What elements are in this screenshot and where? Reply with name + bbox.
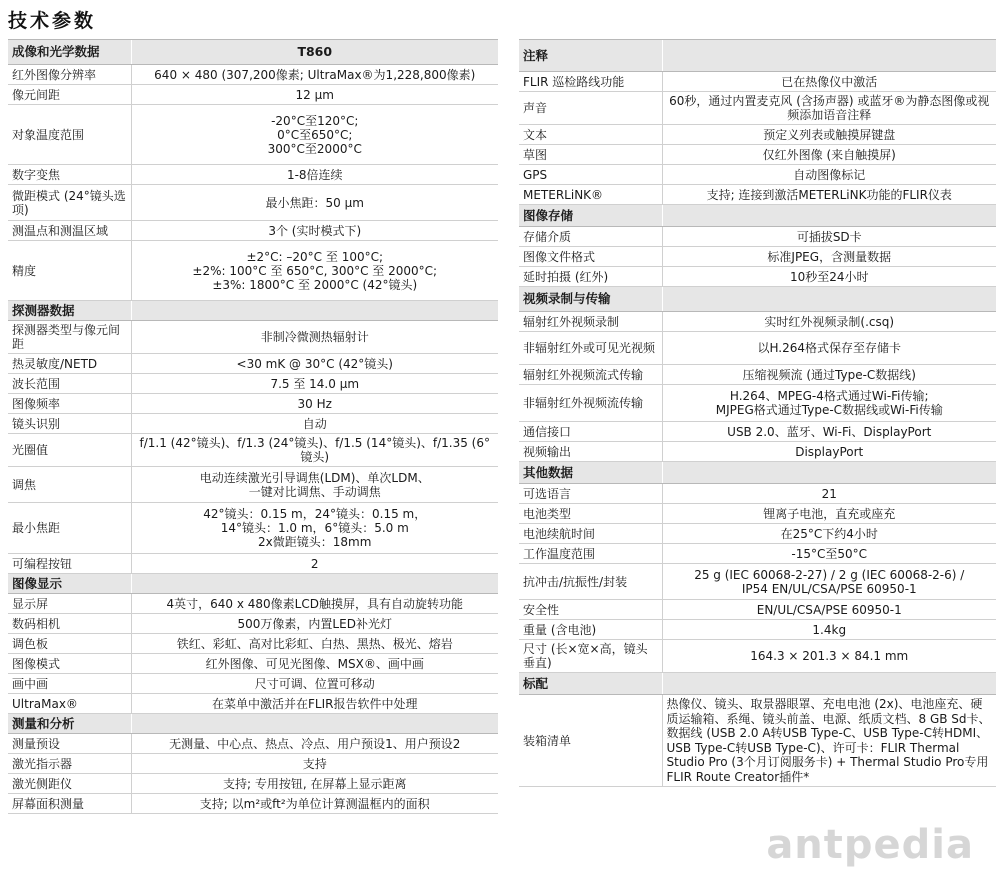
spec-row (8, 165, 498, 185)
section-model (662, 673, 996, 695)
spec-label: 红外图像分辨率 (8, 65, 131, 85)
spec-value: 已在热像仪中激活 (662, 72, 996, 92)
spec-value: USB 2.0、蓝牙、Wi-Fi、DisplayPort (662, 422, 996, 442)
spec-value: H.264、MPEG-4格式通过Wi-Fi传输; MJPEG格式通过Type-C数据线或Wi-Fi传输 (662, 385, 996, 422)
spec-row (8, 734, 498, 754)
spec-value: 42°镜头：0.15 m，24°镜头：0.15 m， 14°镜头：1.0 m，6°镜头：5.0 m 2x微距镜头：18mm (131, 503, 498, 554)
spec-value: 自动 (131, 414, 498, 434)
spec-label: 数码相机 (8, 614, 131, 634)
section-header (8, 40, 498, 65)
spec-row (8, 354, 498, 374)
spec-row (8, 394, 498, 414)
spec-value: 支持; 以m²或ft²为单位计算测温框内的面积 (131, 794, 498, 814)
spec-row (8, 221, 498, 241)
spec-row (519, 247, 996, 267)
spec-value: ±2°C: –20°C 至 100°C; ±2%: 100°C 至 650°C, 300°C 至 2000°C; ±3%: 1800°C 至 2000°C (42°镜头) (131, 241, 498, 301)
spec-label: 图像模式 (8, 654, 131, 674)
spec-row (8, 554, 498, 574)
spec-row (8, 414, 498, 434)
section-header (519, 287, 996, 312)
spec-label: 调焦 (8, 467, 131, 503)
spec-value: <30 mK @ 30°C (42°镜头) (131, 354, 498, 374)
spec-label: 辐射红外视频录制 (519, 312, 662, 332)
section-title: 成像和光学数据 (8, 40, 131, 65)
spec-label: 像元间距 (8, 85, 131, 105)
spec-label: 声音 (519, 92, 662, 125)
spec-label: 非辐射红外或可见光视频 (519, 332, 662, 365)
spec-value: 10秒至24小时 (662, 267, 996, 287)
spec-label: METERLiNK® (519, 185, 662, 205)
spec-row (8, 85, 498, 105)
spec-label: 镜头识别 (8, 414, 131, 434)
spec-value: 支持 (131, 754, 498, 774)
spec-value: 自动图像标记 (662, 165, 996, 185)
spec-value: 实时红外视频录制(.csq) (662, 312, 996, 332)
spec-row (519, 145, 996, 165)
spec-row (8, 654, 498, 674)
spec-value: 标准JPEG，含测量数据 (662, 247, 996, 267)
spec-row (519, 365, 996, 385)
spec-value: 640 × 480 (307,200像素; UltraMax®为1,228,800像素) (131, 65, 498, 85)
spec-row (8, 594, 498, 614)
spec-value: 红外图像、可见光图像、MSX®、画中画 (131, 654, 498, 674)
spec-label: 显示屏 (8, 594, 131, 614)
spec-label: 微距模式 (24°镜头选项) (8, 185, 131, 221)
spec-label: 文本 (519, 125, 662, 145)
section-title: 视频录制与传输 (519, 287, 662, 312)
spec-label: 测量预设 (8, 734, 131, 754)
spec-label: 延时拍摄 (红外) (519, 267, 662, 287)
spec-label: 图像文件格式 (519, 247, 662, 267)
spec-row (519, 267, 996, 287)
spec-value: 热像仪、镜头、取景器眼罩、充电电池 (2x)、电池座充、硬质运输箱、系绳、镜头前盖、电源、纸质文档、8 GB Sd卡、数据线 (USB 2.0 A转USB Type-C、USB Type-C转HDMI、USB Type-C转USB Type-C)、许可卡：FLIR Thermal Studio Pro (3个月订阅服务卡) + Thermal Studio Pro专用FLIR Route Creator插件* (662, 695, 996, 787)
spec-row (519, 72, 996, 92)
spec-row (519, 600, 996, 620)
section-model (662, 40, 996, 72)
spec-row (8, 241, 498, 301)
spec-label: 安全性 (519, 600, 662, 620)
spec-value: 1-8倍连续 (131, 165, 498, 185)
spec-value: -20°C至120°C; 0°C至650°C; 300°C至2000°C (131, 105, 498, 165)
page-title: 技术参数 (8, 10, 97, 32)
spec-value: 最小焦距：50 μm (131, 185, 498, 221)
spec-value: 30 Hz (131, 394, 498, 414)
spec-value: 支持; 连接到激活METERLiNK功能的FLIR仪表 (662, 185, 996, 205)
spec-row (519, 332, 996, 365)
spec-label: 辐射红外视频流式传输 (519, 365, 662, 385)
spec-row (8, 321, 498, 354)
spec-label: 电池续航时间 (519, 524, 662, 544)
spec-row (8, 65, 498, 85)
spec-value: f/1.1 (42°镜头)、f/1.3 (24°镜头)、f/1.5 (14°镜头)、f/1.35 (6°镜头) (131, 434, 498, 467)
spec-label: UltraMax® (8, 694, 131, 714)
spec-row (519, 620, 996, 640)
spec-value: 2 (131, 554, 498, 574)
spec-row (519, 125, 996, 145)
spec-label: 存储介质 (519, 227, 662, 247)
spec-value: 4英寸，640 x 480像素LCD触摸屏，具有自动旋转功能 (131, 594, 498, 614)
spec-value: 锂离子电池，直充或座充 (662, 504, 996, 524)
spec-row (8, 694, 498, 714)
section-header (8, 301, 498, 321)
section-title: 探测器数据 (8, 301, 131, 321)
spec-label: 光圈值 (8, 434, 131, 467)
spec-label: 激光指示器 (8, 754, 131, 774)
spec-value: EN/UL/CSA/PSE 60950-1 (662, 600, 996, 620)
spec-row (8, 503, 498, 554)
spec-label: 可选语言 (519, 484, 662, 504)
right-spec-column (519, 39, 996, 787)
spec-value: 压缩视频流 (通过Type-C数据线) (662, 365, 996, 385)
spec-value: 支持; 专用按钮, 在屏幕上显示距离 (131, 774, 498, 794)
section-title: 图像显示 (8, 574, 131, 594)
spec-label: 激光侧距仪 (8, 774, 131, 794)
spec-label: 调色板 (8, 634, 131, 654)
section-title: 图像存储 (519, 205, 662, 227)
spec-row (519, 227, 996, 247)
spec-row (8, 794, 498, 814)
spec-label: 抗冲击/抗振性/封装 (519, 564, 662, 600)
spec-row (519, 185, 996, 205)
spec-row (8, 105, 498, 165)
spec-value: 1.4kg (662, 620, 996, 640)
section-header (8, 574, 498, 594)
spec-value: 可插拔SD卡 (662, 227, 996, 247)
left-spec-column (8, 39, 498, 814)
spec-value: DisplayPort (662, 442, 996, 462)
spec-value: 尺寸可调、位置可移动 (131, 674, 498, 694)
spec-label: 图像频率 (8, 394, 131, 414)
spec-label: 电池类型 (519, 504, 662, 524)
spec-value: 60秒，通过内置麦克风 (含扬声器) 或蓝牙®为静态图像或视频添加语音注释 (662, 92, 996, 125)
spec-label: 重量 (含电池) (519, 620, 662, 640)
section-model (131, 574, 498, 594)
spec-row (8, 434, 498, 467)
section-model (662, 462, 996, 484)
spec-row (519, 92, 996, 125)
spec-row (519, 695, 996, 787)
spec-value: 非制冷微测热辐射计 (131, 321, 498, 354)
spec-value: 12 μm (131, 85, 498, 105)
spec-value: 164.3 × 201.3 × 84.1 mm (662, 640, 996, 673)
section-model (662, 205, 996, 227)
section-model (131, 714, 498, 734)
spec-row (8, 374, 498, 394)
section-model: T860 (131, 40, 498, 65)
spec-row (8, 774, 498, 794)
section-title: 标配 (519, 673, 662, 695)
spec-label: 数字变焦 (8, 165, 131, 185)
spec-row (519, 504, 996, 524)
section-header (519, 673, 996, 695)
spec-label: 对象温度范围 (8, 105, 131, 165)
spec-row (8, 674, 498, 694)
spec-row (8, 634, 498, 654)
spec-value: 25 g (IEC 60068-2-27) / 2 g (IEC 60068-2-6) / IP54 EN/UL/CSA/PSE 60950-1 (662, 564, 996, 600)
section-title: 测量和分析 (8, 714, 131, 734)
spec-label: 可编程按钮 (8, 554, 131, 574)
spec-row (519, 385, 996, 422)
spec-row (8, 467, 498, 503)
spec-value: 以H.264格式保存至存储卡 (662, 332, 996, 365)
spec-row (519, 564, 996, 600)
section-header (519, 40, 996, 72)
spec-value: 预定义列表或触摸屏键盘 (662, 125, 996, 145)
spec-value: 铁红、彩虹、高对比彩虹、白热、黑热、极光、熔岩 (131, 634, 498, 654)
spec-label: 非辐射红外视频流传输 (519, 385, 662, 422)
spec-label: 探测器类型与像元间距 (8, 321, 131, 354)
spec-row (519, 442, 996, 462)
spec-row (519, 524, 996, 544)
spec-label: 装箱清单 (519, 695, 662, 787)
spec-row (8, 614, 498, 634)
spec-label: 通信接口 (519, 422, 662, 442)
spec-row (519, 484, 996, 504)
spec-label: GPS (519, 165, 662, 185)
section-header (519, 205, 996, 227)
spec-label: 测温点和测温区域 (8, 221, 131, 241)
section-model (662, 287, 996, 312)
spec-label: 波长范围 (8, 374, 131, 394)
spec-value: -15°C至50°C (662, 544, 996, 564)
spec-label: 精度 (8, 241, 131, 301)
spec-value: 500万像素，内置LED补光灯 (131, 614, 498, 634)
spec-row (519, 640, 996, 673)
section-header (519, 462, 996, 484)
spec-value: 7.5 至 14.0 μm (131, 374, 498, 394)
spec-label: 视频输出 (519, 442, 662, 462)
spec-label: 热灵敏度/NETD (8, 354, 131, 374)
spec-label: 屏幕面积测量 (8, 794, 131, 814)
spec-value: 在25°C下约4小时 (662, 524, 996, 544)
spec-label: 草图 (519, 145, 662, 165)
spec-value: 21 (662, 484, 996, 504)
spec-label: 最小焦距 (8, 503, 131, 554)
spec-label: 尺寸 (长×宽×高，镜头垂直) (519, 640, 662, 673)
spec-value: 仅红外图像 (来自触摸屏) (662, 145, 996, 165)
section-title: 注释 (519, 40, 662, 72)
section-title: 其他数据 (519, 462, 662, 484)
section-model (131, 301, 498, 321)
spec-value: 无测量、中心点、热点、冷点、用户预设1、用户预设2 (131, 734, 498, 754)
antpedia-watermark: antpedia (766, 822, 974, 868)
spec-label: 画中画 (8, 674, 131, 694)
spec-row (519, 422, 996, 442)
spec-row (8, 185, 498, 221)
spec-value: 3个 (实时模式下) (131, 221, 498, 241)
spec-row (519, 544, 996, 564)
spec-row (8, 754, 498, 774)
spec-value: 在菜单中激活并在FLIR报告软件中处理 (131, 694, 498, 714)
section-header (8, 714, 498, 734)
spec-value: 电动连续激光引导调焦(LDM)、单次LDM、 一键对比调焦、手动调焦 (131, 467, 498, 503)
spec-label: 工作温度范围 (519, 544, 662, 564)
spec-row (519, 312, 996, 332)
spec-label: FLIR 巡检路线功能 (519, 72, 662, 92)
spec-row (519, 165, 996, 185)
